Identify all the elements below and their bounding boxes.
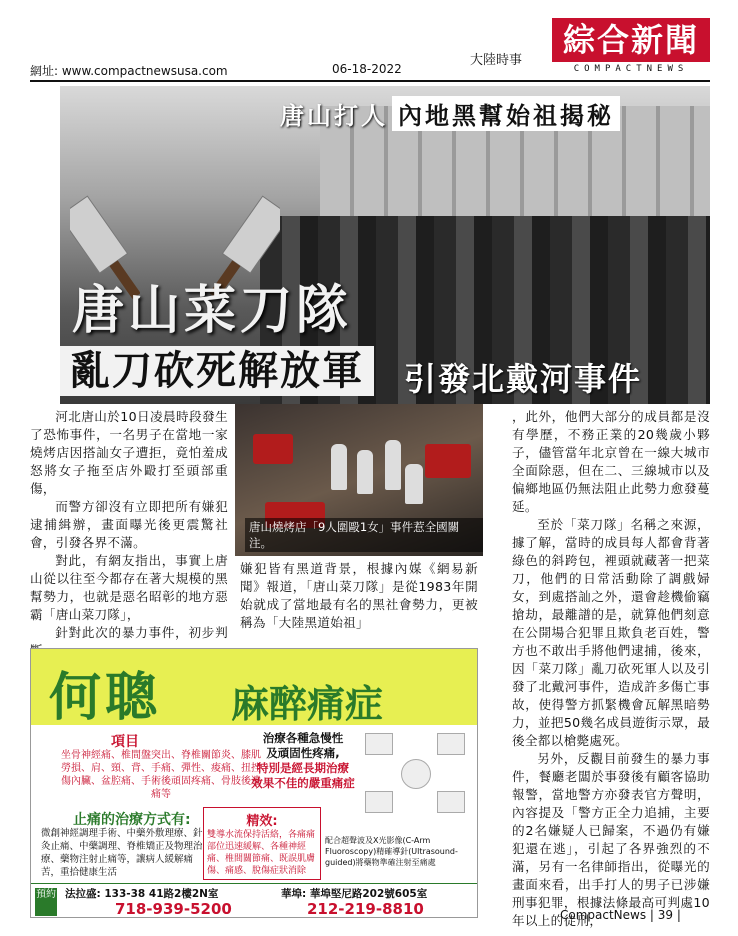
ad-care-body: 微創神經調理手術、中藥外敷理療、針灸止痛、中藥調理、脊椎矯正及物理治療、藥物注射止痛等，讓病人緩解痛苦，重拾健康生活 — [41, 828, 203, 878]
ad-subtitle: 麻醉痛症 — [231, 681, 384, 726]
red-table — [253, 434, 293, 464]
paragraph: 至於「菜刀隊」名稱之來源，據了解，當時的成員每人都會背著綠色的斜跨包，裡頭就藏著一把菜刀，他們的日常活動除了調戲婦女，到處搭訕之外，還會趁機偷竊搶劫，最離譜的是，就算他們刻意在公開場合犯罪且欺負老百姓，警方也不敢出手將他們逮捕，後來，因「菜刀隊」亂刀砍死軍人以及引發了北戴河事件，造成許多傷亡事故，使得警方抓緊機會瓦解黑暗勢力，並把50幾名成員遊街示眾，最後全都以槍斃處死。 — [512, 517, 710, 748]
brand-logo: 綜合新聞 — [552, 18, 710, 62]
ad-items-list: 坐骨神經痛、椎間盤突出、脊椎關節炎、膝肌勞損、肩、頸、背、手痛、彈性、痠痛、扭挫傷內臟、盆腔痛、手術後頑固疼痛、骨肢後遺痛等 — [61, 750, 261, 800]
ad-contact-bar — [31, 883, 477, 919]
ad-diagram — [361, 729, 471, 829]
person — [385, 440, 401, 490]
person — [357, 450, 373, 494]
paragraph: 針對此次的暴力事件，初步判 — [55, 625, 228, 640]
ad-note: 配合超聲波及X光影像(C-Arm Fluoroscopy)精確導針(Ultrasound-guided)將藥物準確注射至痛處 — [325, 836, 458, 867]
paragraph: 另外，反觀目前發生的暴力事件，餐廳老闆於事發後有顧客協助報警，當地警方亦發表官方聲明，內容提及「警方正全力追捕，主要的2名嫌疑人已歸案，不過仍有嫌犯還在逃」，引起了各界強烈的不滿，另有一名律師指出，從曝光的畫面來看，出手打人的男子已涉嫌刑事犯罪，根據法條最高可判處10年以上的徒刑， — [512, 751, 710, 928]
treatment-image — [437, 791, 465, 813]
website-url[interactable]: 網址: www.compactnewsusa.com — [30, 64, 228, 78]
ad-brand: 何聰 — [49, 667, 162, 728]
header-rule — [30, 80, 710, 82]
person — [331, 444, 347, 490]
paragraph: 對此，有網友指出，事實上唐山從以往至今都存在著大規模的黑幫勢力，也就是惡名昭彰的地方惡霸「唐山菜刀隊」， — [30, 553, 228, 622]
ad-care-title: 止痛的治療方式有: — [73, 812, 191, 828]
ad-specialty: 精效: 雙導水流保持活絡，各痛痛部位迅速緩解、各種神經痛、椎間關節痛、既誤肌膚傷、痛感、脫傷症狀消除 — [203, 807, 321, 880]
paragraph: 嫌犯皆有黑道背景，根據內媒《網易新聞》報道，「唐山菜刀隊」是從1983年開始就成了當地最有名的黑社會勢力，更被稱為「大陸黑道始祖」 — [240, 561, 478, 630]
article-column-3 — [512, 408, 710, 930]
red-table — [425, 444, 471, 478]
brand-subtitle: COMPACTNEWS — [573, 64, 689, 74]
photo-caption: 唐山燒烤店「9人圍毆1女」事件惹全國關注。 — [245, 518, 483, 552]
ad-feature: 治療各種急慢性 及頑固性疼痛, 特別是經長期治療 效果不佳的嚴重痛症 — [251, 731, 355, 790]
address-chinatown: 華埠: 華埠堅尼路202號605室 — [281, 888, 428, 900]
deck-headline-2: 引發北戴河事件 — [404, 360, 643, 398]
phone-flushing[interactable]: 718-939-5200 — [115, 900, 232, 918]
ad-banner — [31, 649, 477, 728]
paragraph: 河北唐山於10日凌晨時段發生了恐怖事件，一名男子在當地一家燒烤店因搭訕女子遭拒，竟怕羞成怒將女子拖至店外毆打至頭部重傷， — [30, 409, 228, 496]
article-column-1 — [30, 408, 228, 660]
phone-chinatown[interactable]: 212-219-8810 — [307, 900, 424, 918]
treatment-image — [365, 791, 393, 813]
issue-date: 06-18-2022 — [332, 62, 402, 76]
ad-items-title: 項目 — [111, 734, 139, 750]
hero-kicker: 唐山打人 內地黑幫始祖揭秘 — [280, 96, 620, 131]
news-photo — [235, 404, 483, 556]
paragraph: 而警方卻沒有立即把所有嫌犯逮捕緝辦，畫面曝光後更震驚社會，引發各界不滿。 — [30, 499, 228, 550]
treatment-image — [437, 733, 465, 755]
article-column-2 — [240, 560, 478, 632]
advertisement[interactable] — [30, 648, 478, 918]
section-label: 大陸時事 — [470, 53, 523, 68]
main-headline: 唐山菜刀隊 — [72, 281, 353, 341]
address-flushing: 法拉盛: 133-38 41路2樓2N室 — [65, 888, 219, 900]
person — [405, 464, 423, 504]
page-footer: CompactNews | 39 | — [560, 908, 681, 922]
paragraph: ，此外，他們大部分的成員都是沒有學歷，不務正業的20幾歲小夥子，儘管當年北京曾在一線大城市全面除惡，但在二、三線城市以及偏鄉地區仍無法阻止此勢力愈發蔓延。 — [512, 409, 710, 514]
treatment-image — [365, 733, 393, 755]
treatment-image — [401, 759, 431, 789]
appointment-badge: 預約 — [35, 888, 57, 916]
deck-headline-1: 亂刀砍死解放軍 — [60, 346, 374, 396]
